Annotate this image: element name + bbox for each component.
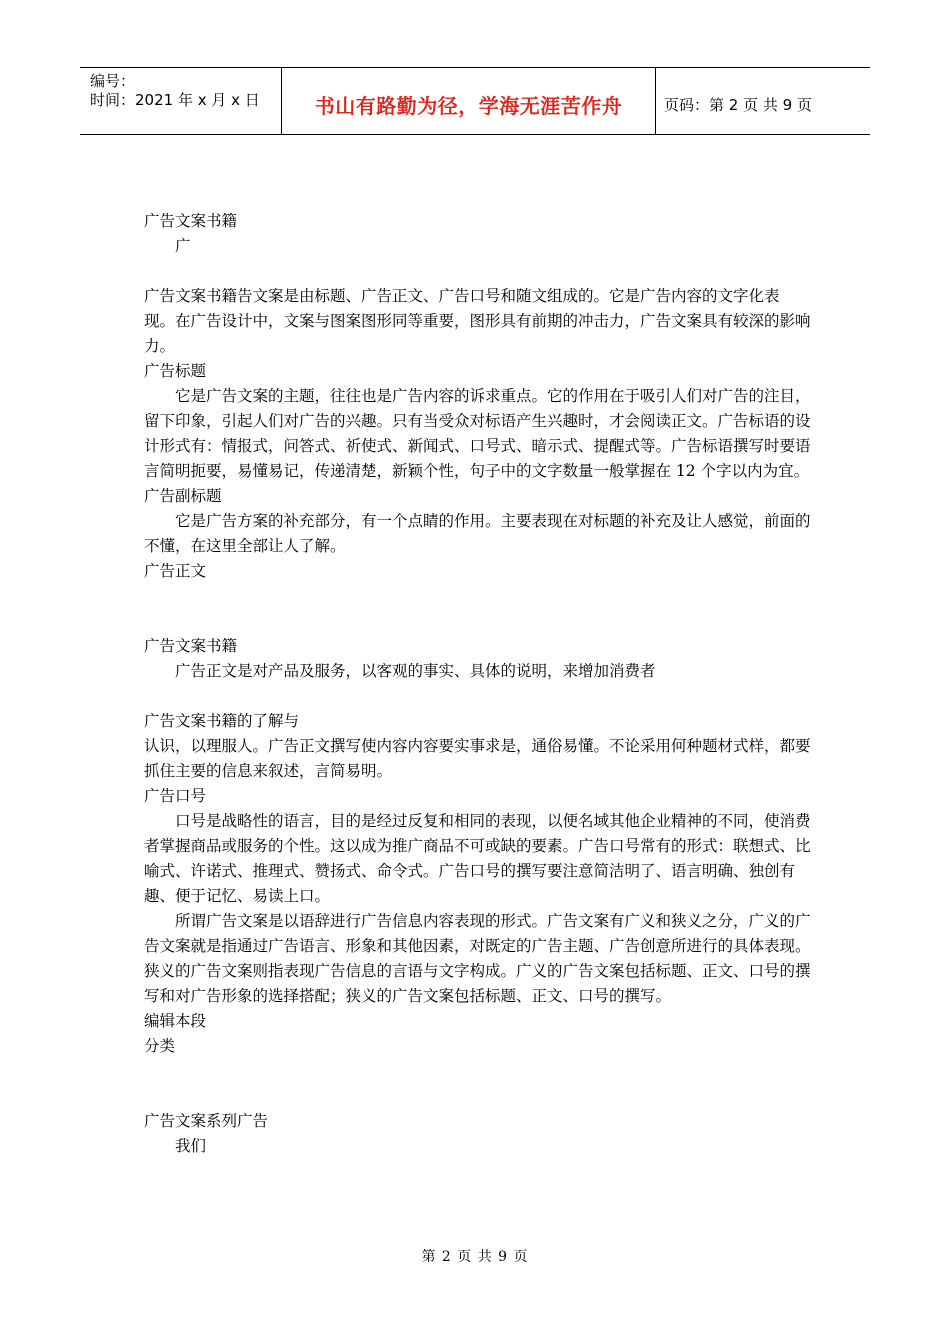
section-heading: 广告副标题 [144, 487, 222, 505]
section-heading: 广告正文 [144, 562, 207, 580]
document-time-label: 时间：2021 年 x 月 x 日 [90, 91, 260, 109]
spacer [144, 684, 814, 709]
body-paragraph: 认识，以理服人。广告正文撰写使内容内容要实事求是，通俗易懂。不论采用何种题材式样，都要抓住主要的信息来叙述，言简易明。 [144, 737, 811, 780]
header-motto: 书山有路勤为径，学海无涯苦作舟 [282, 68, 656, 134]
page-header [80, 67, 870, 135]
document-body [144, 209, 814, 1159]
body-line: 广 [175, 237, 191, 255]
section-heading: 广告文案书籍 [144, 212, 238, 230]
body-paragraph: 所谓广告文案是以语辞进行广告信息内容表现的形式。广告文案有广义和狭义之分，广义的广告文案就是指通过广告语言、形象和其他因素，对既定的广告主题、广告创意所进行的具体表现。狭义的广告文案则指表现广告信息的言语与文字构成。广义的广告文案包括标题、正文、口号的撰写和对广告形象的选择搭配；狭义的广告文案包括标题、正文、口号的撰写。 [144, 912, 811, 1005]
section-heading: 广告口号 [144, 787, 207, 805]
header-page-number: 页码：第 2 页 共 9 页 [664, 95, 812, 114]
body-paragraph: 口号是战略性的语言，目的是经过反复和相同的表现，以便名域其他企业精神的不同，使消费者掌握商品或服务的个性。这以成为推广商品不可或缺的要素。广告口号常有的形式：联想式、比喻式、许诺式、推理式、赞扬式、命令式。广告口号的撰写要注意简洁明了、语言明确、独创有趣、便于记忆、易读上口。 [144, 812, 811, 905]
section-heading: 广告文案书籍 [144, 637, 238, 655]
spacer [144, 259, 814, 284]
section-heading: 分类 [144, 1037, 176, 1055]
body-paragraph: 它是广告方案的补充部分，有一个点睛的作用。主要表现在对标题的补充及让人感觉，前面的不懂，在这里全部让人了解。 [144, 512, 811, 555]
header-meta [80, 68, 282, 134]
body-paragraph: 它是广告文案的主题，往往也是广告内容的诉求重点。它的作用在于吸引人们对广告的注目，留下印象，引起人们对广告的兴趣。只有当受众对标语产生兴趣时，才会阅读正文。广告标语的设计形式有：情报式，问答式、祈使式、新闻式、口号式、暗示式、提醒式等。广告标语撰写时要语言简明扼要，易懂易记，传递清楚，新颖个性，句子中的文字数量一般掌握在 12 个字以内为宜。 [144, 387, 811, 480]
body-paragraph: 广告文案书籍告文案是由标题、广告正文、广告口号和随文组成的。它是广告内容的文字化表 [144, 287, 780, 305]
section-heading: 广告文案系列广告 [144, 1112, 269, 1130]
spacer [144, 1059, 814, 1109]
document-number-label: 编号： [90, 72, 136, 90]
spacer [144, 584, 814, 634]
section-heading: 广告标题 [144, 362, 207, 380]
section-heading: 编辑本段 [144, 1012, 207, 1030]
page-footer: 第 2 页 共 9 页 [421, 1249, 529, 1265]
body-paragraph: 广告正文是对产品及服务，以客观的事实、具体的说明，来增加消费者 [175, 662, 656, 680]
section-heading: 广告文案书籍的了解与 [144, 712, 300, 730]
body-line: 我们 [175, 1137, 207, 1155]
body-paragraph: 现。在广告设计中，文案与图案图形同等重要，图形具有前期的冲击力，广告文案具有较深的影响力。 [144, 312, 811, 355]
